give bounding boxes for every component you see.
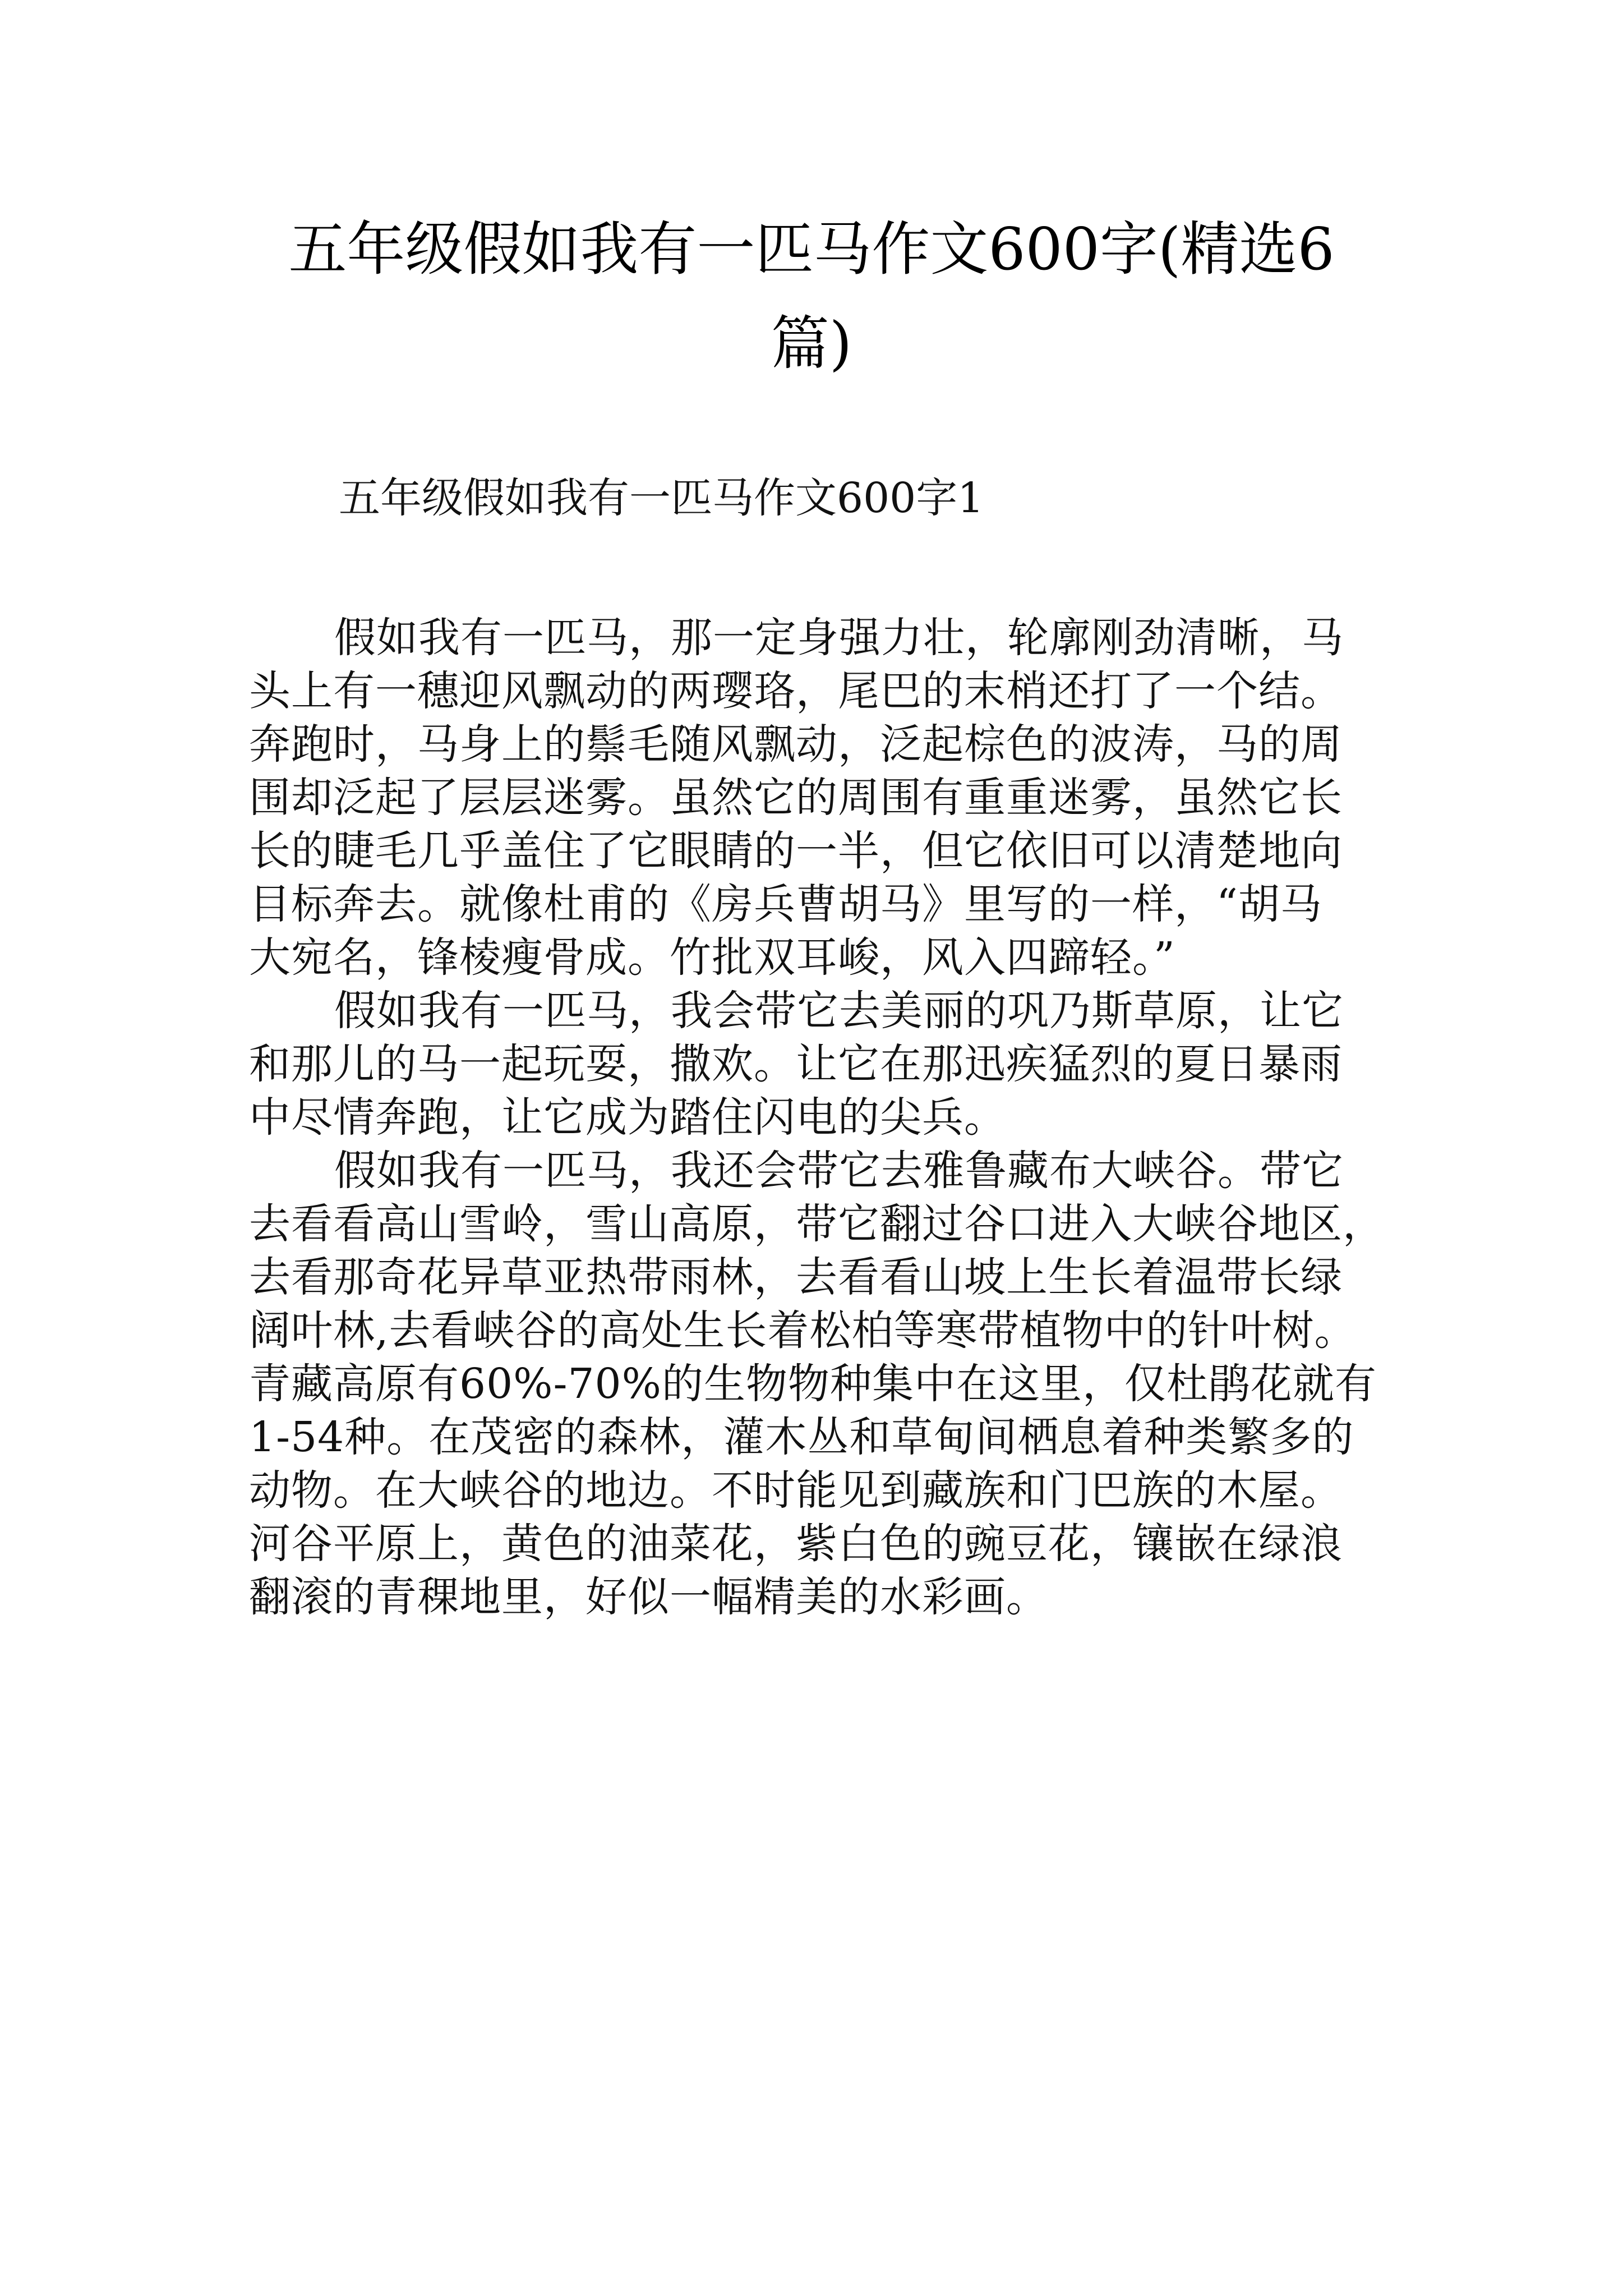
paragraph-line: 青藏高原有60%-70%的生物物种集中在这里，仅杜鹃花就有 [249, 1360, 1377, 1408]
paragraph-line: 假如我有一匹马，那一定身强力壮，轮廓刚劲清晰，马 [334, 614, 1344, 662]
paragraph-line: 假如我有一匹马，我还会带它去雅鲁藏布大峡谷。带它 [334, 1147, 1344, 1195]
document-title [213, 202, 1410, 390]
paragraph-line: 翻滚的青稞地里，好似一幅精美的水彩画。 [249, 1573, 1048, 1621]
section-heading: 五年级假如我有一匹马作文600字1 [339, 474, 984, 522]
paragraph-line: 去看那奇花异草亚热带雨林，去看看山坡上生长着温带长绿 [249, 1253, 1343, 1301]
paragraph-1 [249, 611, 1404, 984]
paragraph-line: 目标奔去。就像杜甫的《房兵曹胡马》里写的一样，“胡马 [249, 880, 1322, 928]
paragraph-line: 中尽情奔跑，让它成为踏住闪电的尖兵。 [249, 1093, 1006, 1142]
paragraph-line: 假如我有一匹马，我会带它去美丽的巩乃斯草原，让它 [334, 987, 1344, 1035]
paragraph-3 [249, 1144, 1404, 1624]
paragraph-line: 头上有一穗迎风飘动的两璎珞，尾巴的末梢还打了一个结。 [249, 667, 1343, 715]
paragraph-line: 1-54种。在茂密的森林，灌木丛和草甸间栖息着种类繁多的 [249, 1413, 1354, 1461]
paragraph-line: 阔叶林,去看峡谷的高处生长着松柏等寒带植物中的针叶树。 [249, 1306, 1357, 1355]
document-title-line-2: 篇) [771, 309, 852, 378]
paragraph-line: 河谷平原上，黄色的油菜花，紫白色的豌豆花，镶嵌在绿浪 [249, 1520, 1343, 1568]
paragraph-line: 动物。在大峡谷的地边。不时能见到藏族和门巴族的木屋。 [249, 1466, 1343, 1515]
document-body [249, 611, 1404, 1624]
paragraph-line: 奔跑时，马身上的鬃毛随风飘动，泛起棕色的波涛，马的周 [249, 720, 1343, 769]
paragraph-line: 大宛名，锋棱瘦骨成。竹批双耳峻，风入四蹄轻。” [249, 933, 1175, 982]
paragraph-line: 围却泛起了层层迷雾。虽然它的周围有重重迷雾，虽然它长 [249, 774, 1343, 822]
document-title-line-1: 五年级假如我有一匹马作文600字(精选6 [288, 215, 1335, 283]
paragraph-2 [249, 984, 1404, 1144]
paragraph-line: 长的睫毛几乎盖住了它眼睛的一半，但它依旧可以清楚地向 [249, 827, 1343, 875]
paragraph-line: 和那儿的马一起玩耍，撒欢。让它在那迅疾猛烈的夏日暴雨 [249, 1040, 1343, 1088]
paragraph-line: 去看看高山雪岭，雪山高原，带它翻过谷口进入大峡谷地区， [249, 1200, 1385, 1248]
